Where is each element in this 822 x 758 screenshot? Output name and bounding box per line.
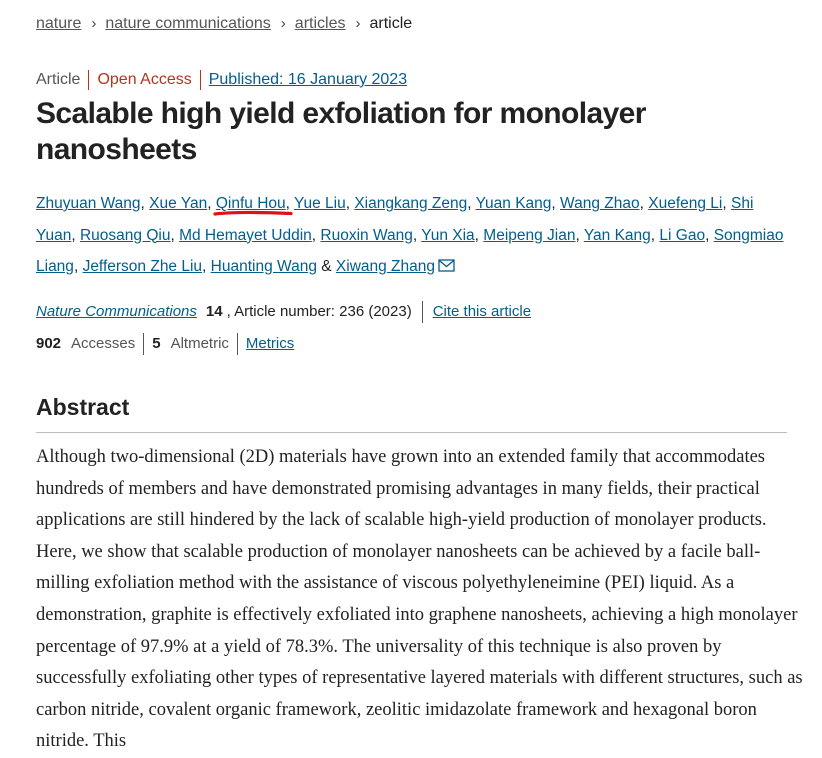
breadcrumb-link-nature[interactable]: nature bbox=[36, 15, 82, 32]
breadcrumb-link-articles[interactable]: articles bbox=[294, 15, 346, 32]
article-number: , Article number: 236 (2023) bbox=[226, 303, 412, 320]
author-joiner: & bbox=[316, 258, 336, 275]
author-link[interactable]: Ruosang Qiu bbox=[79, 226, 171, 244]
divider bbox=[88, 70, 89, 90]
divider bbox=[237, 333, 238, 355]
metrics-link[interactable]: Metrics bbox=[245, 335, 295, 352]
author-link[interactable]: Xue Yan bbox=[149, 195, 208, 212]
breadcrumb bbox=[36, 14, 412, 34]
chevron-right-icon: › bbox=[91, 15, 97, 32]
altmetric-label: Altmetric bbox=[170, 335, 229, 352]
author-link[interactable]: Songmiao Liang bbox=[36, 226, 784, 275]
breadcrumb-link-nature-communications[interactable]: nature communications bbox=[105, 15, 271, 32]
author-link[interactable]: Jefferson Zhe Liu bbox=[82, 258, 203, 275]
journal-name-link[interactable]: Nature Communications bbox=[36, 303, 197, 320]
cite-article-link[interactable]: Cite this article bbox=[432, 303, 532, 320]
author-link[interactable]: Md Hemayet Uddin bbox=[179, 226, 312, 244]
altmetric-count: 5 bbox=[152, 335, 161, 352]
journal-volume: 14 bbox=[205, 303, 223, 320]
author-link[interactable]: Qinfu Hou bbox=[215, 195, 286, 212]
divider bbox=[143, 333, 144, 355]
author-link[interactable]: Huanting Wang bbox=[210, 258, 317, 275]
chevron-right-icon: › bbox=[355, 15, 361, 32]
author-link[interactable]: Yuan Kang bbox=[475, 195, 552, 212]
author-link[interactable]: Xiwang Zhang bbox=[335, 258, 435, 275]
author-link[interactable]: Xuefeng Li bbox=[648, 195, 723, 212]
abstract-text: Although two-dimensional (2D) materials have grown into an extended family that accommodates hundreds of members and have demonstrated promising advantages in many fields, their practical applications are still hindered by the lack of scalable high-yield production of monolayer products. Here, we show that scalable production of monolayer nanosheets can be achieved by a facile ball-milling exfoliation method with the assistance of viscous polyethyleneimine (PEI) liquid. As a demonstration, graphite is effectively exfoliated into graphene nanosheets, achieving a high monolayer percentage of 97.9% at a yield of 78.3%. The universality of this technique is also proven by successfully exfoliating other types of representative layered materials with different structures, such as carbon nitride, covalent organic framework, zeolitic imidazolate framework and hexagonal boron nitride. This bbox=[36, 447, 803, 752]
author-link[interactable]: Yue Liu bbox=[293, 195, 346, 212]
article-title: Scalable high yield exfoliation for monolayer nanosheets bbox=[36, 97, 646, 166]
red-underline-mark bbox=[213, 210, 293, 218]
author-link[interactable]: Yun Xia bbox=[421, 226, 475, 244]
author-link[interactable]: Li Gao bbox=[659, 226, 706, 244]
section-divider bbox=[36, 432, 787, 433]
abstract-heading: Abstract bbox=[36, 394, 130, 420]
journal-info bbox=[36, 301, 531, 323]
author-link[interactable]: Zhuyuan Wang bbox=[36, 195, 141, 212]
author-link[interactable]: Yan Kang bbox=[583, 226, 651, 244]
accesses-label: Accesses bbox=[71, 335, 136, 352]
author-list: Zhuyuan Wang, Xue Yan, Qinfu Hou, Yue Liu, Xiangkang Zeng, Yuan Kang, Wang Zhao, Xuefeng Li, Shi Yuan, Ruosang Qiu, Md Hemayet Uddin, Ruoxin Wang, Yun Xia, Meipeng Jian, Yan Kang, Li Gao, Songmiao Liang, Jefferson Zhe Liu, Huanting Wang & Xiwang Zhang bbox=[36, 195, 784, 275]
article-type: Article bbox=[36, 71, 81, 88]
envelope-icon[interactable] bbox=[438, 259, 455, 272]
divider bbox=[200, 70, 201, 90]
author-link[interactable]: Wang Zhao bbox=[560, 195, 640, 212]
accesses-count: 902 bbox=[36, 335, 62, 352]
open-access-badge: Open Access bbox=[97, 71, 192, 88]
author-link[interactable]: Shi Yuan bbox=[36, 195, 754, 244]
article-meta bbox=[36, 70, 407, 90]
author-link[interactable]: Xiangkang Zeng bbox=[354, 195, 468, 212]
divider bbox=[422, 301, 423, 323]
author-link[interactable]: Ruoxin Wang bbox=[320, 226, 413, 244]
breadcrumb-current: article bbox=[369, 15, 413, 32]
published-date-link[interactable]: Published: 16 January 2023 bbox=[208, 71, 408, 88]
author-link[interactable]: Meipeng Jian bbox=[483, 226, 576, 244]
chevron-right-icon: › bbox=[280, 15, 286, 32]
article-metrics bbox=[36, 333, 294, 355]
